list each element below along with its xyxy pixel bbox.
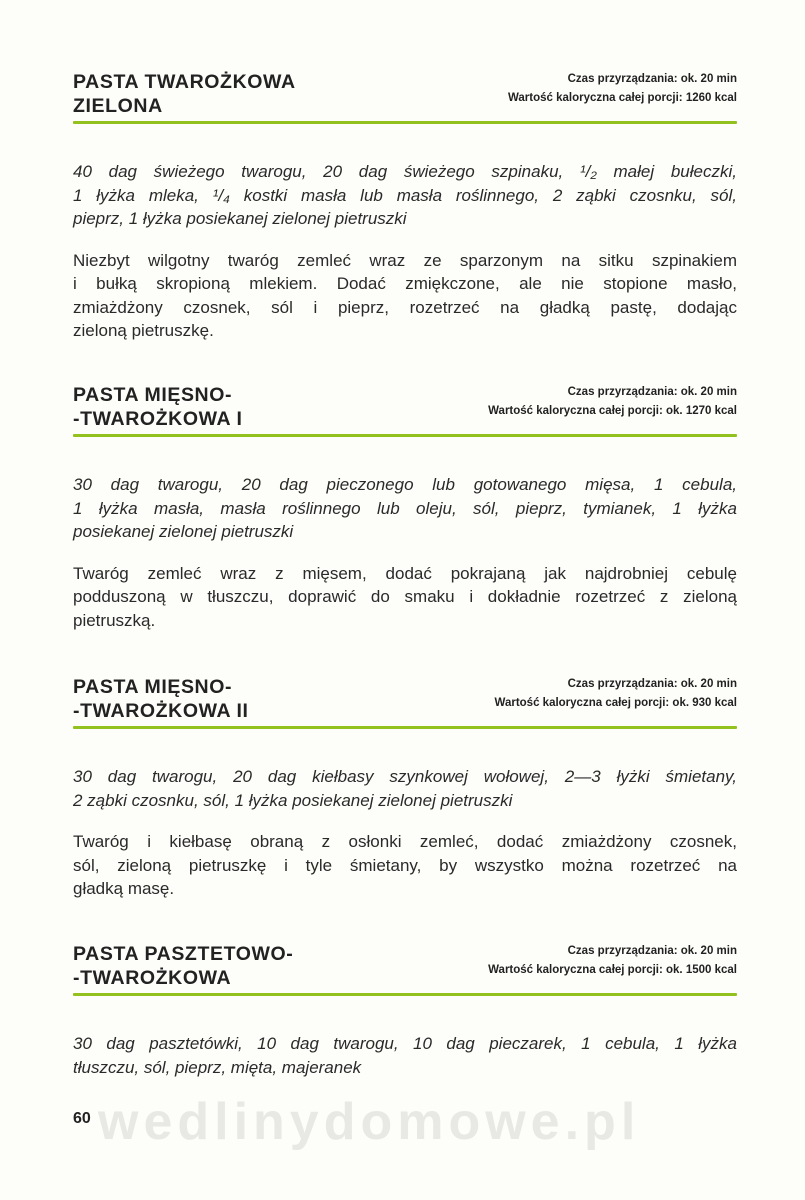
ingredients-line: 30 dag twarogu, 20 dag kiełbasy szynkowej wołowej, 2—3 łyżki śmietany, <box>73 767 737 786</box>
recipe-meta <box>495 675 737 713</box>
method <box>73 562 737 633</box>
method-line: Twaróg i kiełbasę obraną z osłonki zemleć, dodać zmiażdżony czosnek, <box>73 832 737 851</box>
recipe-title <box>73 675 249 723</box>
prep-time: Czas przyrządzania: ok. 20 min <box>567 73 737 85</box>
ingredients-line: pieprz, 1 łyżka posiekanej zielonej pietruszki <box>73 209 407 228</box>
green-divider <box>73 121 737 124</box>
ingredients <box>73 1032 737 1079</box>
green-divider <box>73 726 737 729</box>
calories: Wartość kaloryczna całej porcji: ok. 1500 kcal <box>488 964 737 976</box>
recipe-title-line: -TWAROŻKOWA II <box>73 700 249 722</box>
recipe-title-line: PASTA TWAROŻKOWA <box>73 71 296 93</box>
recipe-pasta-miesno-twarozkowa-2 <box>73 675 737 901</box>
recipe-title <box>73 70 296 118</box>
recipe-title <box>73 942 293 990</box>
calories: Wartość kaloryczna całej porcji: ok. 930 kcal <box>494 697 737 709</box>
prep-time: Czas przyrządzania: ok. 20 min <box>567 678 737 690</box>
recipe-meta <box>488 942 737 980</box>
calories: Wartość kaloryczna całej porcji: 1260 kcal <box>507 92 737 104</box>
recipe-meta <box>508 70 737 108</box>
recipe-title-line: PASTA PASZTETOWO- <box>73 943 294 965</box>
ingredients-line: 30 dag pasztetówki, 10 dag twarogu, 10 dag pieczarek, 1 cebula, 1 łyżka <box>73 1034 737 1053</box>
method-line: sól, zieloną pietruszkę i tyle śmietany, by wszystko można rozetrzeć na <box>73 855 737 875</box>
method-line: podduszoną w tłuszczu, doprawić do smaku i dokładnie rozetrzeć z zieloną <box>73 587 737 606</box>
recipe-title-line: -TWAROŻKOWA I <box>73 408 243 430</box>
green-divider <box>73 434 737 437</box>
method <box>73 830 737 901</box>
watermark: wedlinydomowe.pl <box>98 1093 641 1151</box>
method-line: Niezbyt wilgotny twaróg zemleć wraz ze sparzonym na sitku szpinakiem <box>73 250 737 270</box>
ingredients <box>73 473 737 544</box>
recipe-meta <box>488 383 737 421</box>
method <box>73 249 737 343</box>
ingredients-line: 30 dag twarogu, 20 dag pieczonego lub gotowanego mięsa, 1 cebula, <box>73 475 737 494</box>
method-line: zmiażdżony czosnek, sól i pieprz, rozetrzeć na gładką pastę, dodając <box>73 297 737 317</box>
recipe-header <box>73 70 737 126</box>
page-number: 60 <box>73 1110 91 1127</box>
ingredients <box>73 765 737 812</box>
ingredients-line: 1 łyżka mleka, ¹/₄ kostki masła lub masła roślinnego, 2 ząbki czosnku, sól, <box>73 185 737 205</box>
recipe-title-line: ZIELONA <box>73 95 163 117</box>
method-line: Twaróg zemleć wraz z mięsem, dodać pokrajaną jak najdrobniej cebulę <box>73 563 737 583</box>
ingredients-line: 1 łyżka masła, masła roślinnego lub oleju, sól, pieprz, tymianek, 1 łyżka <box>73 498 737 518</box>
calories: Wartość kaloryczna całej porcji: ok. 1270 kcal <box>488 405 737 417</box>
method-line: i bułką skropioną mlekiem. Dodać zmiękczone, ale nie stopione masło, <box>73 274 737 293</box>
recipe-header <box>73 675 737 731</box>
prep-time: Czas przyrządzania: ok. 20 min <box>567 945 737 957</box>
recipe-title <box>73 383 243 431</box>
method-line: pietruszką. <box>73 610 156 630</box>
recipe-header <box>73 383 737 439</box>
ingredients <box>73 160 737 231</box>
green-divider <box>73 993 737 996</box>
ingredients-line: 2 ząbki czosnku, sól, 1 łyżka posiekanej zielonej pietruszki <box>73 790 513 810</box>
recipe-title-line: -TWAROŻKOWA <box>73 967 232 989</box>
recipe-header <box>73 942 737 998</box>
prep-time: Czas przyrządzania: ok. 20 min <box>567 386 737 398</box>
recipe-pasta-twarozkowa-zielona <box>73 70 737 343</box>
method-line: gładką masę. <box>73 879 175 898</box>
recipe-pasta-miesno-twarozkowa-1 <box>73 383 737 632</box>
ingredients-line: posiekanej zielonej pietruszki <box>73 522 294 541</box>
recipe-pasta-pasztetowo-twarozkowa <box>73 942 737 1079</box>
recipe-title-line: PASTA MIĘSNO- <box>73 676 233 698</box>
ingredients-line: tłuszczu, sól, pieprz, mięta, majeranek <box>73 1057 362 1077</box>
method-line: zieloną pietruszkę. <box>73 321 214 340</box>
recipe-title-line: PASTA MIĘSNO- <box>73 384 233 406</box>
ingredients-line: 40 dag świeżego twarogu, 20 dag świeżego szpinaku, ¹/₂ małej bułeczki, <box>73 162 737 181</box>
